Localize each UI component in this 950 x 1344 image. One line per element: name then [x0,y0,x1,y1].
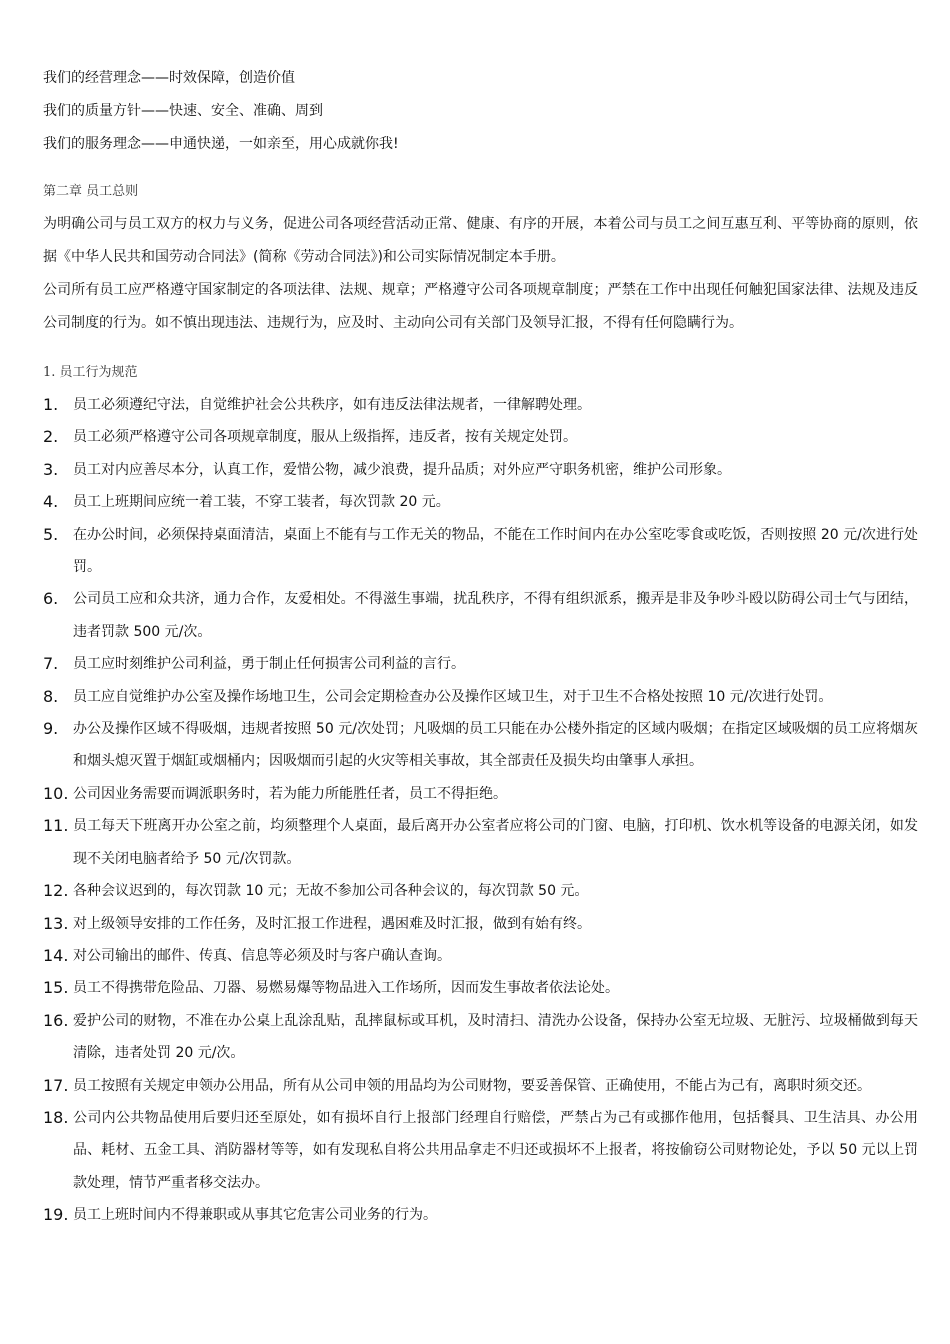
rule-number: 9. [43,719,59,739]
rule-text: 公司员工应和众共济，通力合作，友爱相处。不得滋生事端，扰乱秩序，不得有组织派系，搬弄是非及争吵斗殴以防碍公司士气与团结，违者罚款 500 元/次。 [73,591,918,640]
rule-item [43,519,918,584]
business-philosophy: 我们的经营理念——时效保障，创造价值 [43,70,295,86]
service-philosophy: 我们的服务理念——申通快递，一如亲至，用心成就你我! [43,136,399,152]
rule-text: 员工上班期间应统一着工装，不穿工装者，每次罚款 20 元。 [73,494,450,511]
rule-item [43,713,918,778]
rule-item [43,1005,918,1070]
rule-text: 员工对内应善尽本分，认真工作，爱惜公物，减少浪费，提升品质；对外应严守职务机密，维护公司形象。 [73,461,731,478]
rule-item [43,810,918,875]
rule-item [43,1070,918,1102]
rule-text: 员工上班时间内不得兼职或从事其它危害公司业务的行为。 [73,1207,437,1224]
rule-item [43,940,918,972]
rule-item [43,648,918,680]
rule-text: 员工每天下班离开办公室之前，均须整理个人桌面，最后离开办公室者应将公司的门窗、电脑，打印机、饮水机等设备的电源关闭，如发现不关闭电脑者给予 50 元/次罚款。 [73,818,918,867]
rule-text: 公司内公共物品使用后要归还至原处，如有损坏自行上报部门经理自行赔偿，严禁占为己有或挪作他用，包括餐具、卫生洁具、办公用品、耗材、五金工具、消防器材等等，如有发现私自将公共用品拿走不归还或损坏不上报者，将按偷窃公司财物论处，予以 50 元以上罚款处理，情节严重者移交法办。 [73,1109,918,1191]
document-page [43,62,918,1232]
rule-number: 5. [43,524,59,544]
rule-item [43,1102,918,1199]
company-motto [43,62,918,161]
rule-item [43,908,918,940]
rule-number: 3. [43,459,59,479]
rule-text: 员工必须遵纪守法，自觉维护社会公共秩序，如有违反法律法规者，一律解聘处理。 [73,397,591,413]
rule-text: 办公及操作区域不得吸烟，违规者按照 50 元/次处罚；凡吸烟的员工只能在办公楼外指定的区域内吸烟；在指定区域吸烟的员工应将烟灰和烟头熄灭置于烟缸或烟桶内；因吸烟而引起的火灾等相关事故，其全部责任及损失均由肇事人承担。 [73,721,918,770]
rule-text: 员工应时刻维护公司利益，勇于制止任何损害公司利益的言行。 [73,656,465,673]
rule-number: 17. [43,1075,69,1095]
rule-text: 在办公时间，必须保持桌面清洁，桌面上不能有与工作无关的物品，不能在工作时间内在办公室吃零食或吃饭，否则按照 20 元/次进行处罚。 [73,526,918,576]
rule-number: 8. [43,686,59,706]
chapter-paragraph-purpose: 为明确公司与员工双方的权力与义务，促进公司各项经营活动正常、健康、有序的开展，本着公司与员工之间互惠互利、平等协商的原则，依据《中华人民共和国劳动合同法》(简称《劳动合同法》)和公司实际情况制定本手册。 [43,216,918,265]
rule-text: 各种会议迟到的，每次罚款 10 元；无故不参加公司各种会议的，每次罚款 50 元。 [73,883,589,900]
rule-number: 7. [43,654,59,674]
rule-text: 对上级领导安排的工作任务，及时汇报工作进程，遇困难及时汇报，做到有始有终。 [73,915,591,932]
rule-text: 公司因业务需要而调派职务时，若为能力所能胜任者，员工不得拒绝。 [73,785,507,802]
rule-text: 员工不得携带危险品、刀器、易燃易爆等物品进入工作场所，因而发生事故者依法论处。 [73,980,619,997]
rule-number: 11. [43,816,69,836]
rule-number: 19. [43,1205,69,1225]
rule-number: 12. [43,881,69,901]
quality-policy: 我们的质量方针——快速、安全、准确、周到 [43,103,323,119]
rule-number: 18. [43,1107,69,1127]
rule-number: 15. [43,978,69,998]
rule-item [43,778,918,810]
rule-text: 员工按照有关规定申领办公用品，所有从公司申领的用品均为公司财物，要妥善保管、正确使用，不能占为己有，离职时须交还。 [73,1077,871,1094]
rule-item [43,972,918,1004]
rule-item [43,1199,918,1231]
rule-text: 对公司输出的邮件、传真、信息等必须及时与客户确认查询。 [73,947,451,964]
rule-item [43,583,918,648]
rule-number: 1. [43,395,59,414]
rule-text: 员工必须严格遵守公司各项规章制度，服从上级指挥，违反者，按有关规定处罚。 [73,429,577,446]
rule-item [43,421,918,453]
rule-number: 4. [43,492,59,512]
rule-text: 爱护公司的财物，不准在办公桌上乱涂乱贴，乱摔鼠标或耳机，及时清扫、清洗办公设备，保持办公室无垃圾、无脏污、垃圾桶做到每天清除，违者处罚 20 元/次。 [73,1012,918,1062]
rule-number: 16. [43,1010,69,1030]
section-title: 1. 员工行为规范 [43,365,138,380]
rule-number: 10. [43,783,69,803]
rule-item [43,486,918,518]
rule-item [43,454,918,486]
rule-number: 2. [43,427,59,447]
rule-number: 14. [43,945,69,965]
rule-text: 员工应自觉维护办公室及操作场地卫生，公司会定期检查办公及操作区域卫生，对于卫生不合格处按照 10 元/次进行处罚。 [73,688,833,705]
conduct-rules-list [43,389,918,1232]
rule-item [43,875,918,907]
rule-number: 6. [43,589,59,609]
rule-item [43,389,918,421]
chapter-paragraph-compliance: 公司所有员工应严格遵守国家制定的各项法律、法规、规章；严格遵守公司各项规章制度；严禁在工作中出现任何触犯国家法律、法规及违反公司制度的行为。如不慎出现违法、违规行为，应及时、主动向公司有关部门及领导汇报，不得有任何隐瞒行为。 [43,282,918,331]
rule-number: 13. [43,913,69,933]
rule-item [43,681,918,713]
chapter-title: 第二章 员工总则 [43,184,139,199]
